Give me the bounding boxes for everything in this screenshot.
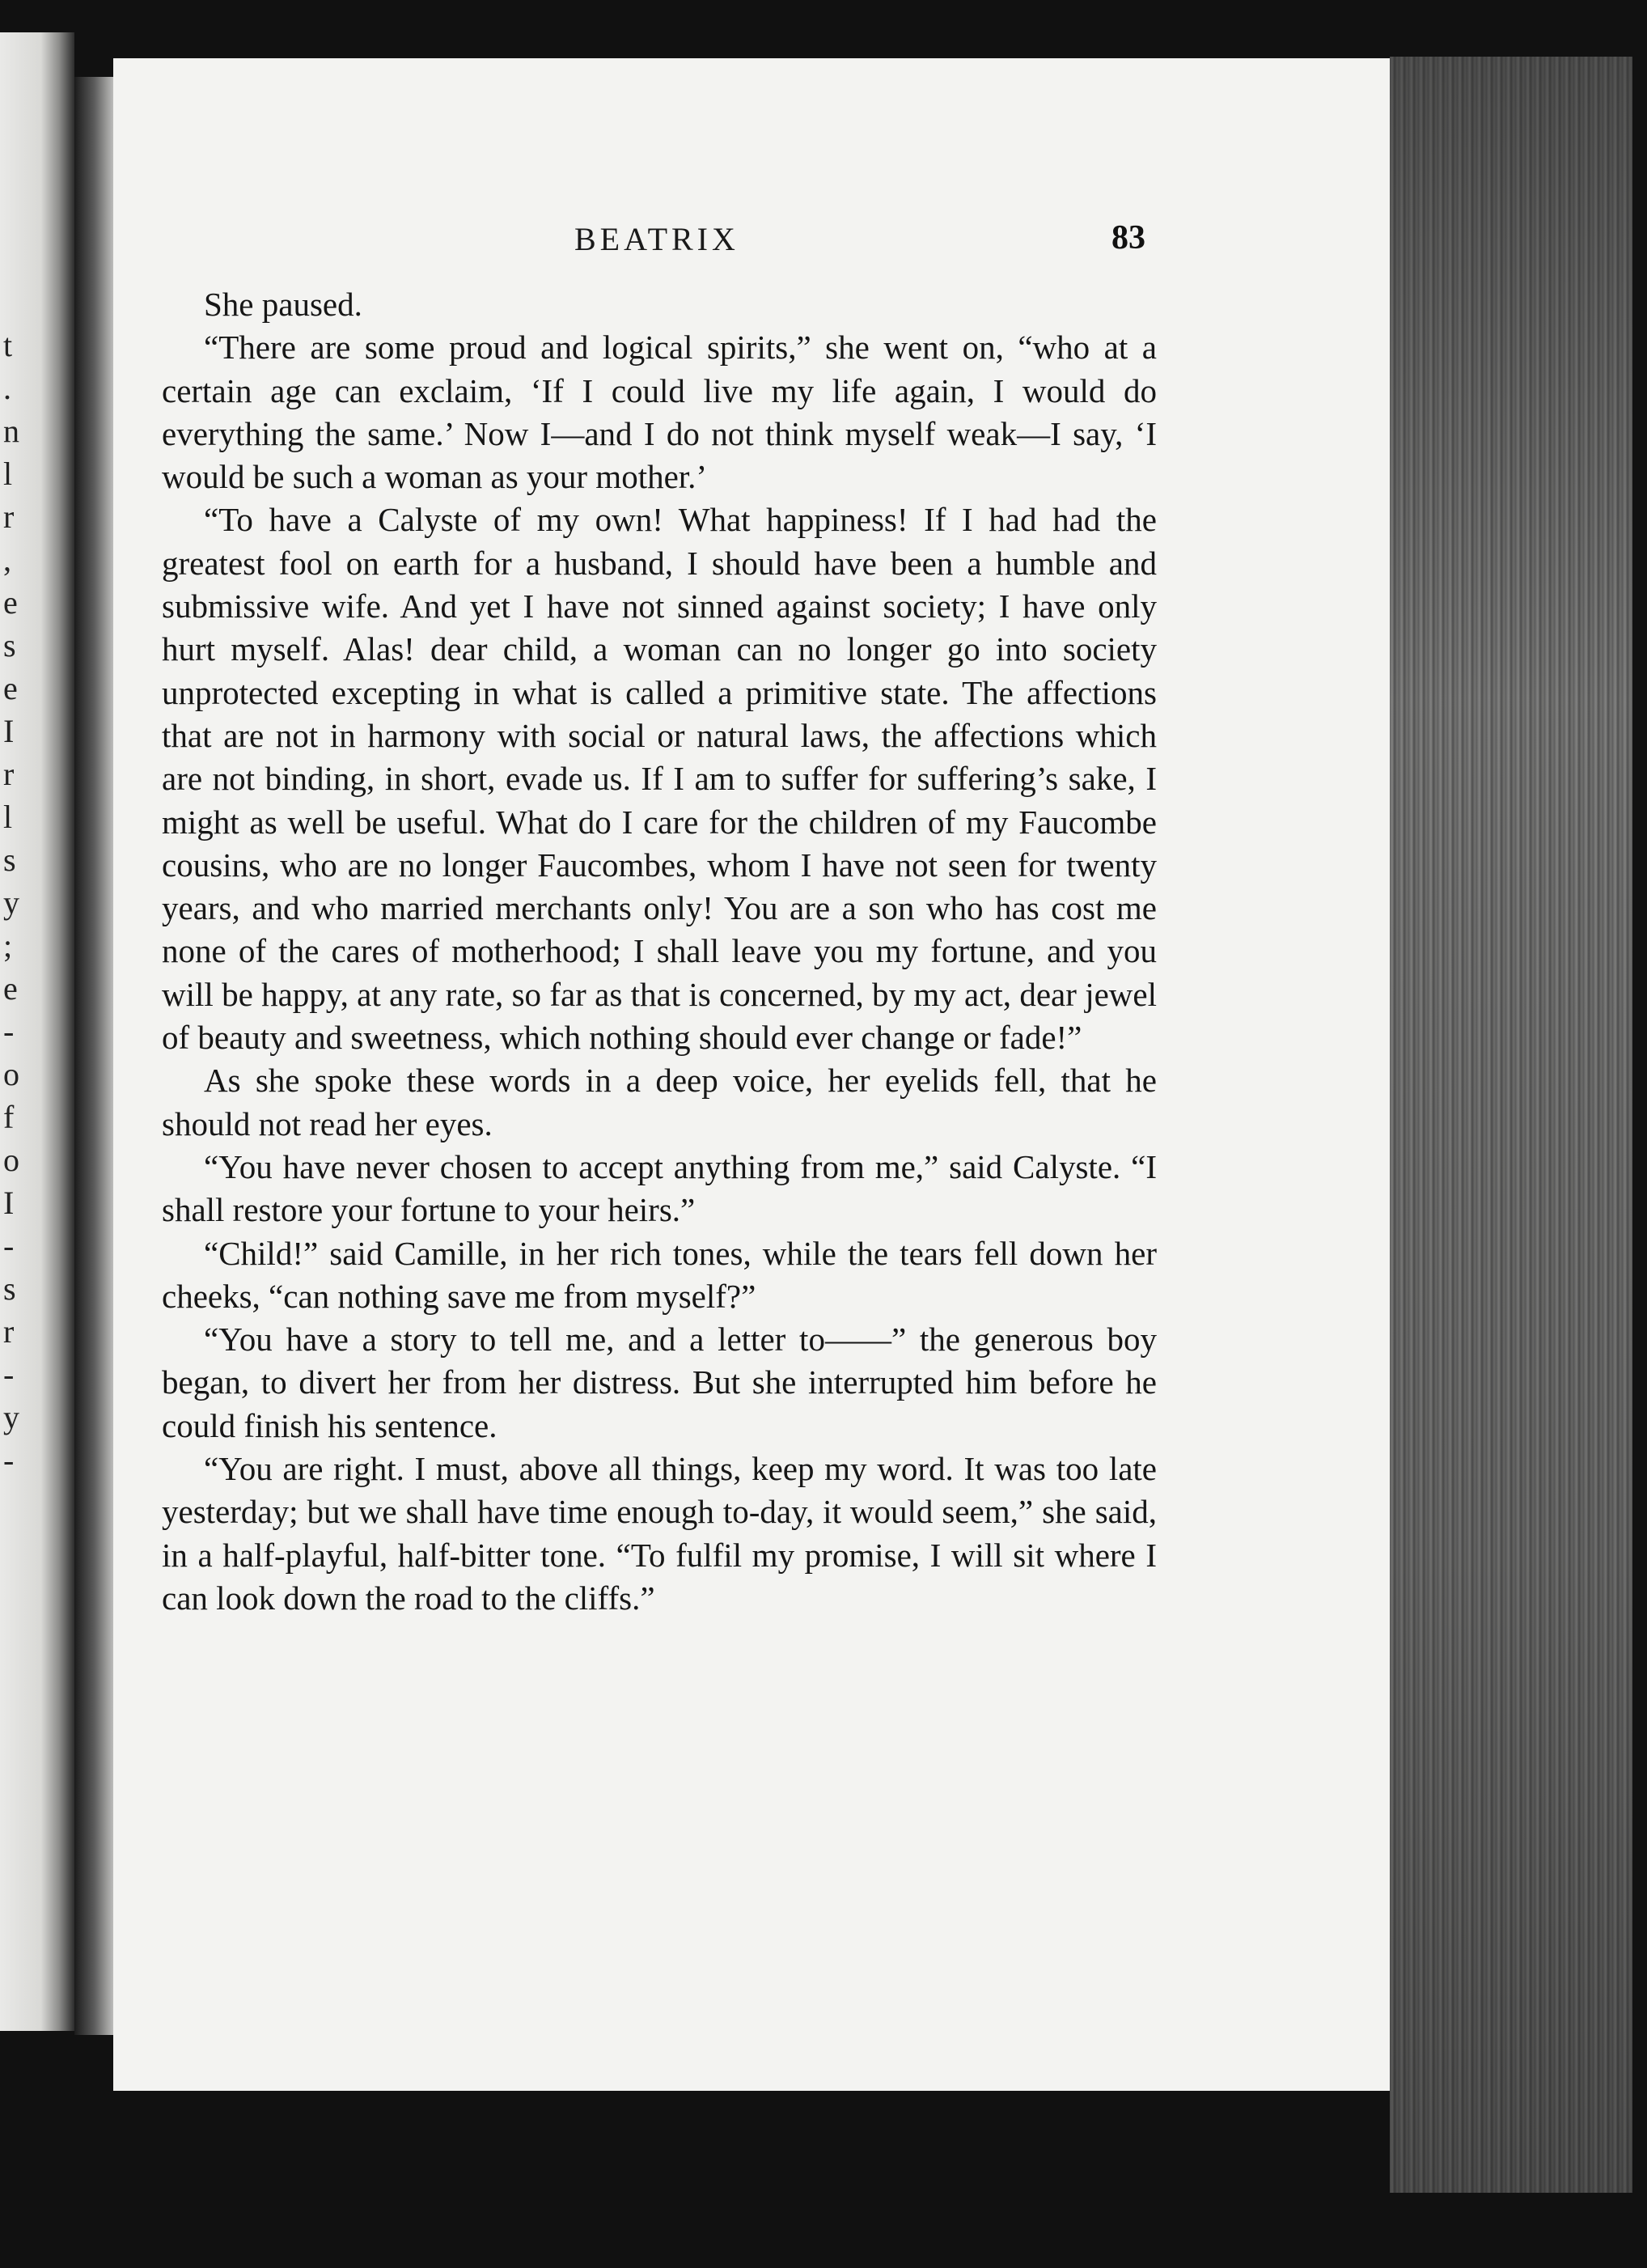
paragraph: She paused. — [204, 286, 362, 323]
paragraph: As she spoke these words in a deep voice, her eyelids fell, that he should not read her eyes. — [162, 1062, 1157, 1142]
left-fragment: f — [3, 1099, 15, 1135]
paragraph: “You have never chosen to accept anything from me,” said Calyste. “I shall restore your fortune to your heirs.” — [162, 1147, 1157, 1229]
left-fragment: t — [3, 327, 13, 363]
left-fragment: - — [3, 1227, 15, 1264]
left-fragment: e — [3, 970, 18, 1007]
paragraph: “You are right. I must, above all things, keep my word. It was too late yesterday; but we shall have time enough to-day, it would seem,” she said, in a half-playful, half-bitter tone. “To fulfil my promise, I will sit where I can look down the road to the cliffs.” — [162, 1450, 1157, 1617]
running-head — [113, 220, 1390, 269]
body-text — [162, 283, 1157, 1620]
left-page-fragments — [3, 324, 36, 1482]
left-fragment: n — [3, 413, 19, 449]
left-fragment: s — [3, 627, 16, 663]
page-number: 83 — [1111, 219, 1145, 256]
paragraph: “You have a story to tell me, and a letter to——” the generous boy began, to divert her from her distress. But she interrupted him before he could finish his sentence. — [162, 1321, 1157, 1444]
left-fragment: o — [3, 1056, 19, 1092]
left-fragment: l — [3, 799, 13, 835]
left-fragment: I — [3, 1185, 15, 1221]
left-fragment: . — [3, 370, 11, 406]
left-page-edge — [0, 32, 74, 2031]
left-fragment: I — [3, 713, 15, 749]
left-fragment: , — [3, 541, 11, 578]
left-fragment: r — [3, 1313, 15, 1350]
left-fragment: s — [3, 1270, 16, 1307]
paragraph: “To have a Calyste of my own! What happiness! If I had had the greatest fool on earth for a husband, I should have been a humble and submissive wife. And yet I have not sinned against society; I have only hurt myself. Alas! dear child, a woman can no longer go into society unprotected excepting in what is called a primitive state. The affections that are not in harmony with social or natural laws, the affections which are not binding, in short, evade us. If I am to suffer for suffering’s sake, I might as well be useful. What do I care for the children of my Faucombe cousins, who are no longer Faucombes, whom I have not seen for twenty years, and who married merchants only! You are a son who has cost me none of the cares of motherhood; I shall leave you my fortune, and you will be happy, at any rate, so far as that is concerned, by my act, dear jewel of beauty and sweetness, which nothing should ever change or fade!” — [162, 501, 1157, 1057]
left-fragment: - — [3, 1356, 15, 1393]
left-fragment: - — [3, 1442, 15, 1478]
left-fragment: y — [3, 884, 19, 921]
left-fragment: y — [3, 1399, 19, 1435]
running-title: BEATRIX — [574, 221, 739, 257]
left-fragment: s — [3, 841, 16, 878]
left-fragment: r — [3, 498, 15, 535]
page-stack-shadow — [1390, 57, 1632, 2193]
paragraph: “There are some proud and logical spirits,” she went on, “who at a certain age can exclaim, ‘If I could live my life again, I would do everything the same.’ Now I—and I do not think myself weak—I say, ‘I would be such a woman as your mother.’ — [162, 329, 1157, 496]
left-fragment: o — [3, 1142, 19, 1178]
left-fragment: ; — [3, 927, 13, 964]
left-fragment: - — [3, 1013, 15, 1049]
left-fragment: e — [3, 584, 18, 621]
left-fragment: r — [3, 756, 15, 792]
left-fragment: e — [3, 670, 18, 706]
paragraph: “Child!” said Camille, in her rich tones, while the tears fell down her cheeks, “can nothing save me from myself?” — [162, 1234, 1157, 1315]
left-fragment: l — [3, 456, 13, 492]
